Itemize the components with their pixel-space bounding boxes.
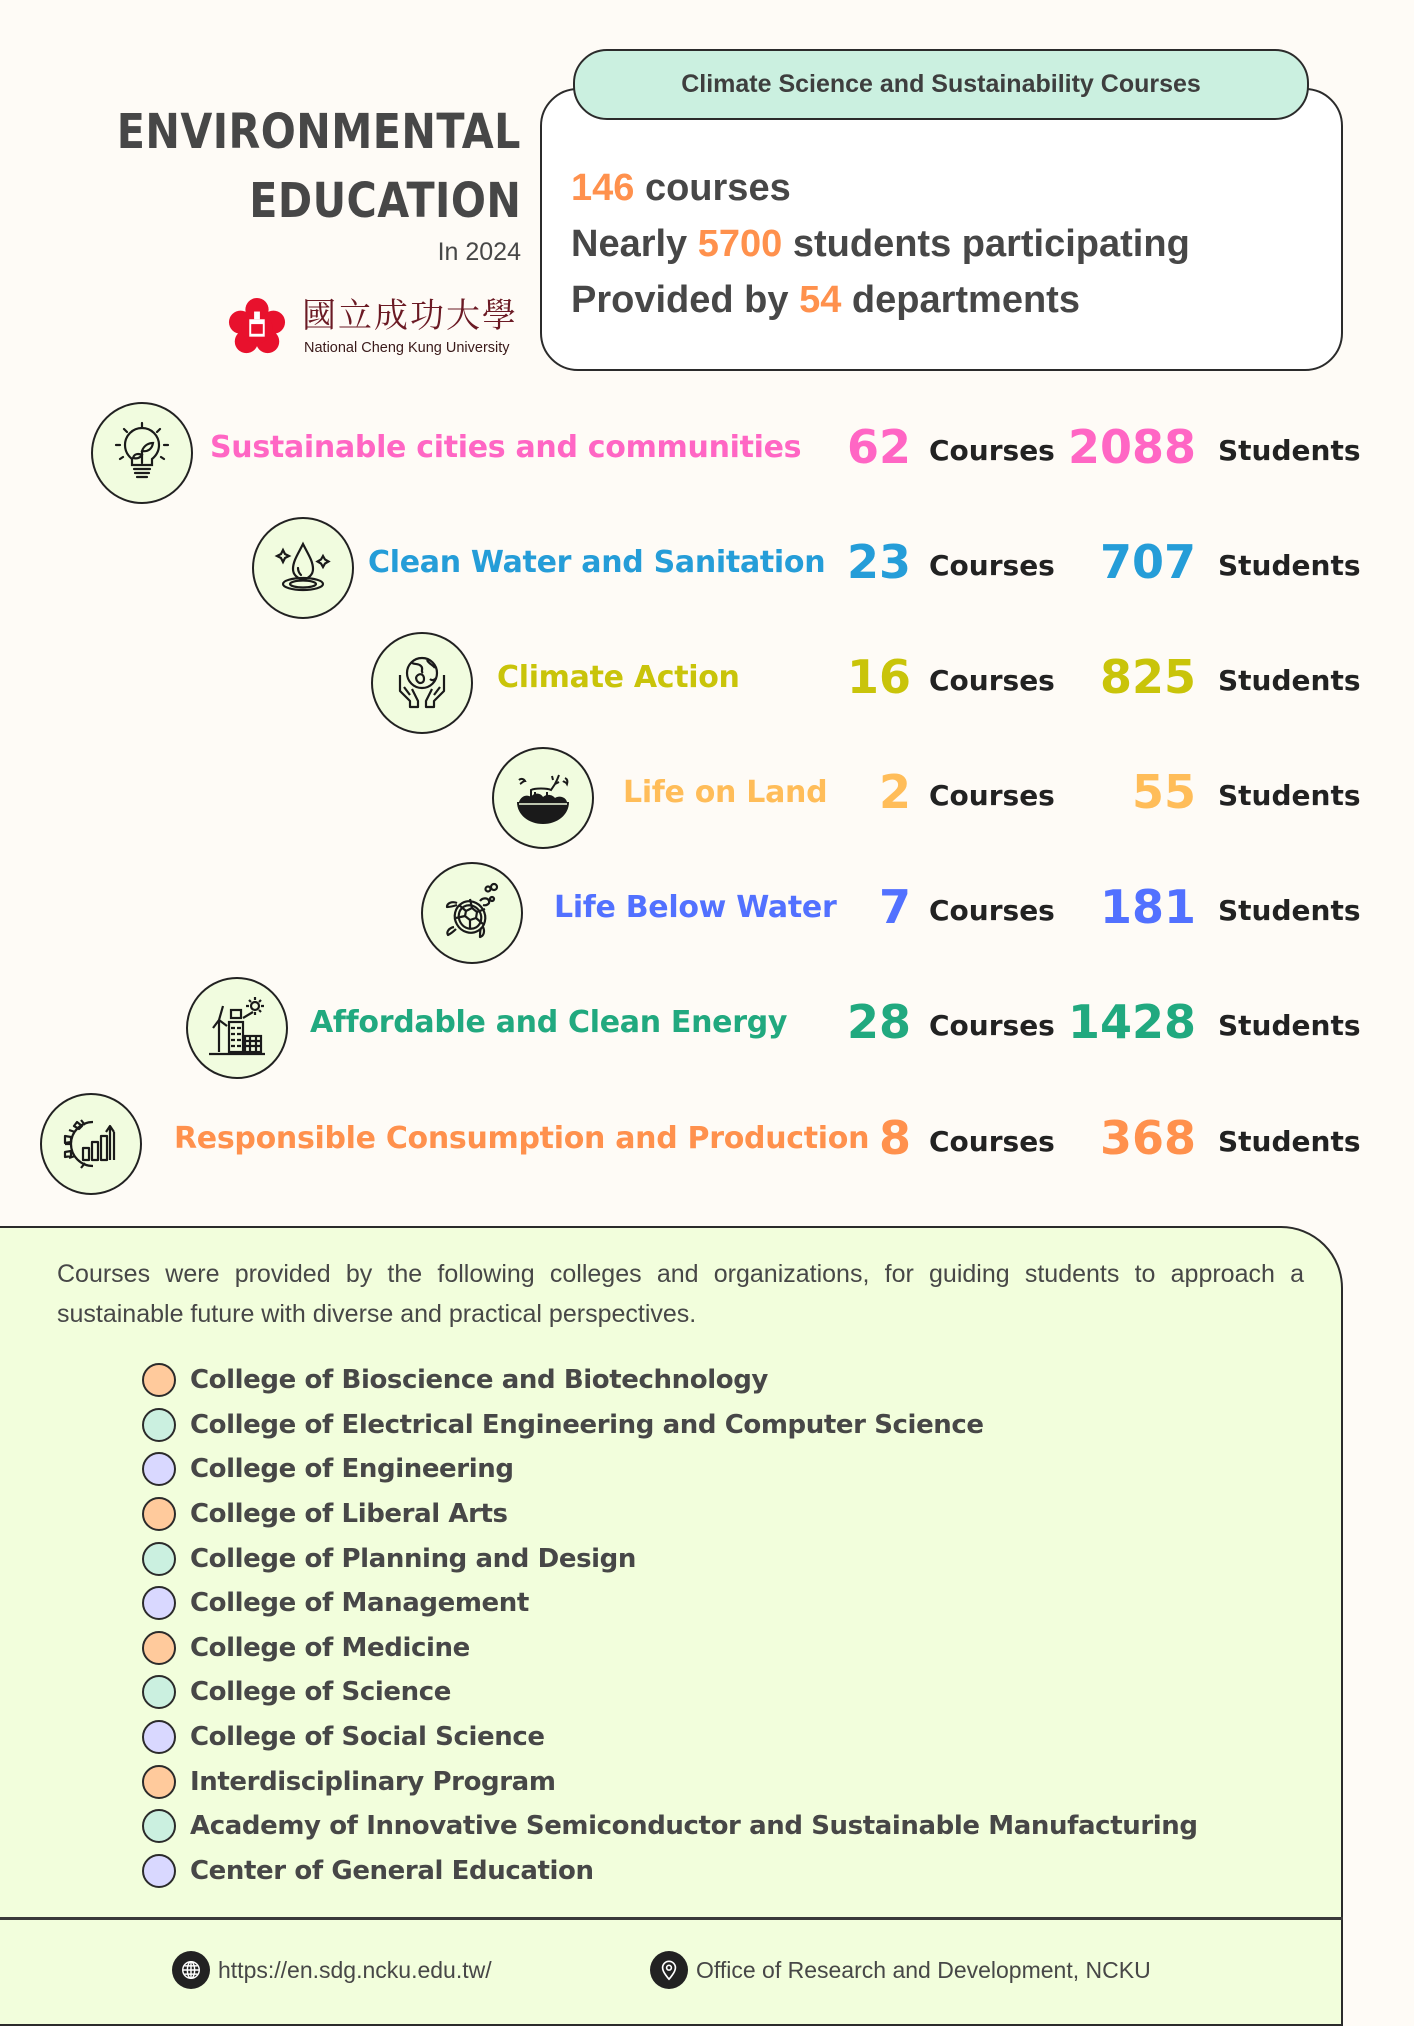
water-drop-icon — [252, 517, 354, 619]
bullet-dot-icon — [142, 1854, 176, 1888]
students-label: Students — [1218, 1125, 1361, 1158]
total-departments-value: 54 — [799, 279, 842, 321]
bullet-dot-icon — [142, 1452, 176, 1486]
college-list-item — [142, 1358, 1198, 1403]
bullet-dot-icon — [142, 1586, 176, 1620]
sdg-students-count: 368 — [1099, 1111, 1196, 1165]
total-courses-value: 146 — [571, 167, 635, 209]
sdg-name: Responsible Consumption and Production — [174, 1121, 870, 1156]
summary-courses: 146 courses — [571, 167, 791, 209]
summary-tab-title: Climate Science and Sustainability Courses — [573, 49, 1309, 120]
college-name: College of Liberal Arts — [190, 1499, 508, 1530]
sdg-name: Affordable and Clean Energy — [310, 1005, 788, 1040]
students-label: Students — [1218, 434, 1361, 467]
college-name: College of Planning and Design — [190, 1543, 636, 1574]
college-list-item — [142, 1715, 1198, 1760]
turtle-icon — [421, 862, 523, 964]
bullet-dot-icon — [142, 1809, 176, 1843]
sdg-students-count: 55 — [1131, 765, 1196, 819]
students-label: Students — [1218, 1009, 1361, 1042]
students-label: Students — [1218, 664, 1361, 697]
sdg-name: Clean Water and Sanitation — [368, 545, 826, 580]
colleges-intro-text: Courses were provided by the following colleges and organizations, for guiding students to approach a sustainable future with diverse and practical perspectives. — [57, 1260, 1304, 1328]
total-students-value: 5700 — [697, 223, 783, 265]
footer-office — [650, 1951, 1151, 1989]
sdg-row — [0, 400, 1414, 504]
university-chinese-name: 國立成功大學 — [302, 296, 518, 336]
college-list-item — [142, 1581, 1198, 1626]
footer-divider — [0, 1917, 1343, 1920]
sdg-students-count: 181 — [1099, 880, 1196, 934]
page-title-line2: EDUCATION — [248, 173, 521, 229]
college-name: College of Social Science — [190, 1722, 545, 1753]
website-link[interactable]: https://en.sdg.ncku.edu.tw/ — [218, 1956, 492, 1983]
college-list-item — [142, 1626, 1198, 1671]
sdg-name: Climate Action — [497, 660, 740, 695]
lightbulb-plant-icon — [91, 402, 193, 504]
college-name: College of Science — [190, 1677, 451, 1708]
college-list-item — [142, 1447, 1198, 1492]
bullet-dot-icon — [142, 1497, 176, 1531]
sdg-row — [0, 975, 1414, 1079]
students-label: Students — [1218, 894, 1361, 927]
location-pin-icon — [650, 1951, 688, 1989]
sdg-row — [0, 630, 1414, 734]
college-list-item — [142, 1759, 1198, 1804]
sdg-row — [0, 860, 1414, 964]
sdg-students-count: 1428 — [1067, 995, 1196, 1049]
summary-students: Nearly 5700 students participating — [571, 223, 1190, 265]
courses-label: Courses — [929, 664, 1055, 697]
college-name: Center of General Education — [190, 1855, 594, 1886]
sdg-courses-count: 28 — [846, 995, 911, 1049]
college-list — [142, 1358, 1198, 1893]
sdg-row — [0, 745, 1414, 849]
courses-label: Courses — [929, 1125, 1055, 1158]
college-list-item — [142, 1849, 1198, 1894]
sdg-courses-count: 23 — [846, 535, 911, 589]
summary-stats — [571, 160, 1190, 328]
bullet-dot-icon — [142, 1675, 176, 1709]
college-name: College of Electrical Engineering and Computer Science — [190, 1409, 984, 1440]
university-english-name: National Cheng Kung University — [304, 340, 510, 356]
bullet-dot-icon — [142, 1408, 176, 1442]
sdg-name: Sustainable cities and communities — [210, 430, 802, 465]
page-title-line1: ENVIRONMENTAL — [116, 104, 521, 160]
sdg-name: Life Below Water — [554, 890, 837, 925]
year-subtitle: In 2024 — [437, 238, 521, 266]
footer-website[interactable] — [172, 1951, 492, 1989]
courses-label: Courses — [929, 549, 1055, 582]
bullet-dot-icon — [142, 1720, 176, 1754]
college-name: Interdisciplinary Program — [190, 1766, 556, 1797]
bullet-dot-icon — [142, 1542, 176, 1576]
college-list-item — [142, 1492, 1198, 1537]
sdg-students-count: 707 — [1099, 535, 1196, 589]
sdg-courses-count: 7 — [878, 880, 911, 934]
college-list-item — [142, 1536, 1198, 1581]
college-list-item — [142, 1804, 1198, 1849]
college-list-item — [142, 1670, 1198, 1715]
office-name: Office of Research and Development, NCKU — [696, 1956, 1151, 1983]
college-name: College of Medicine — [190, 1632, 470, 1663]
sdg-courses-count: 62 — [846, 420, 911, 474]
courses-label: Courses — [929, 434, 1055, 467]
sdg-row — [0, 1091, 1414, 1195]
sdg-name: Life on Land — [623, 775, 828, 810]
gear-chart-icon — [40, 1093, 142, 1195]
sdg-courses-count: 2 — [878, 765, 911, 819]
bullet-dot-icon — [142, 1631, 176, 1665]
globe-icon — [172, 1951, 210, 1989]
college-name: College of Bioscience and Biotechnology — [190, 1365, 768, 1396]
college-list-item — [142, 1403, 1198, 1448]
courses-label: Courses — [929, 894, 1055, 927]
wind-solar-building-icon — [186, 977, 288, 1079]
sdg-students-count: 825 — [1099, 650, 1196, 704]
students-label: Students — [1218, 779, 1361, 812]
courses-label: Courses — [929, 1009, 1055, 1042]
bullet-dot-icon — [142, 1363, 176, 1397]
ncku-logo — [228, 296, 522, 360]
plum-blossom-emblem-icon — [228, 298, 286, 356]
college-name: Academy of Innovative Semiconductor and Sustainable Manufacturing — [190, 1811, 1198, 1842]
bullet-dot-icon — [142, 1765, 176, 1799]
sdg-courses-count: 16 — [846, 650, 911, 704]
courses-label: Courses — [929, 779, 1055, 812]
globe-hands-icon — [371, 632, 473, 734]
sdg-row — [0, 515, 1414, 619]
deer-land-icon — [492, 747, 594, 849]
sdg-courses-count: 8 — [878, 1111, 911, 1165]
students-label: Students — [1218, 549, 1361, 582]
college-name: College of Management — [190, 1588, 529, 1619]
summary-departments: Provided by 54 departments — [571, 279, 1080, 321]
sdg-students-count: 2088 — [1067, 420, 1196, 474]
college-name: College of Engineering — [190, 1454, 514, 1485]
